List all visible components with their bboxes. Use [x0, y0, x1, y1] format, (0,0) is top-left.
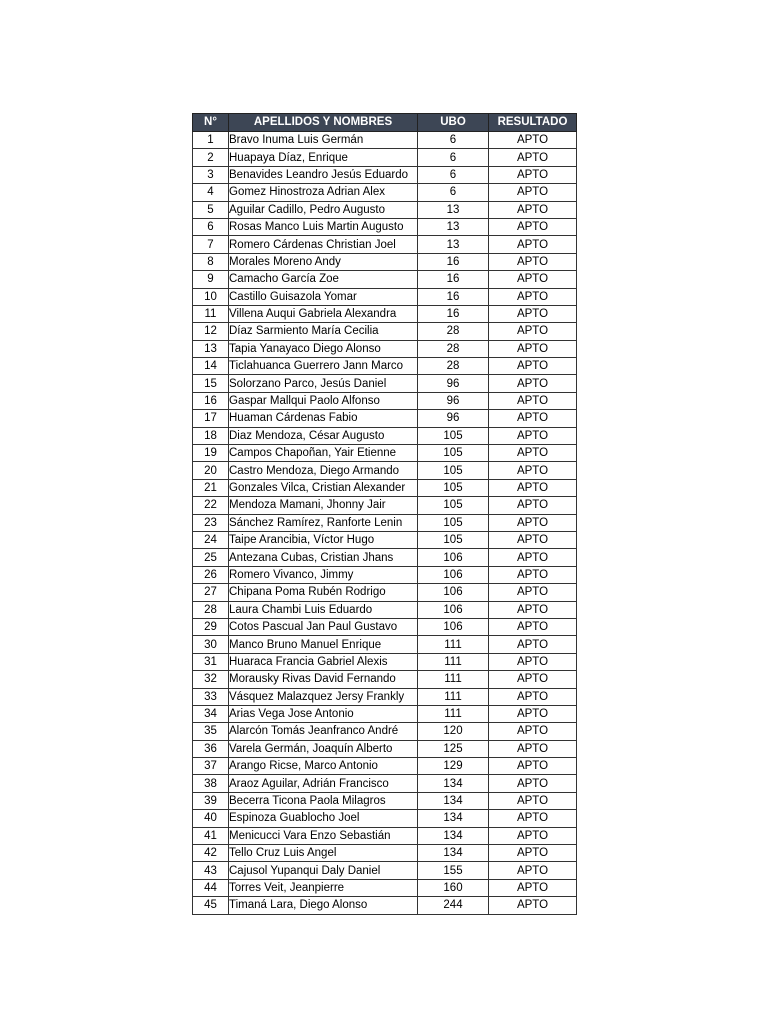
row-result-cell: APTO	[489, 392, 577, 409]
row-result-cell: APTO	[489, 288, 577, 305]
row-number-cell: 43	[193, 862, 229, 879]
row-name-cell: Manco Bruno Manuel Enrique	[229, 636, 418, 653]
row-ubo-cell: 16	[418, 271, 489, 288]
row-ubo-cell: 134	[418, 792, 489, 809]
row-name-cell: Becerra Ticona Paola Milagros	[229, 792, 418, 809]
row-name-cell: Solorzano Parco, Jesús Daniel	[229, 375, 418, 392]
row-ubo-cell: 106	[418, 618, 489, 635]
row-name-cell: Cajusol Yupanqui Daly Daniel	[229, 862, 418, 879]
row-result-cell: APTO	[489, 132, 577, 149]
row-result-cell: APTO	[489, 427, 577, 444]
row-result-cell: APTO	[489, 271, 577, 288]
row-name-cell: Taipe Arancibia, Víctor Hugo	[229, 531, 418, 548]
row-name-cell: Rosas Manco Luis Martin Augusto	[229, 218, 418, 235]
table-row	[193, 218, 577, 235]
row-number-cell: 24	[193, 531, 229, 548]
row-ubo-cell: 111	[418, 705, 489, 722]
row-number-cell: 15	[193, 375, 229, 392]
row-ubo-cell: 28	[418, 358, 489, 375]
row-result-cell: APTO	[489, 775, 577, 792]
row-ubo-cell: 16	[418, 253, 489, 270]
row-ubo-cell: 106	[418, 601, 489, 618]
row-result-cell: APTO	[489, 723, 577, 740]
row-result-cell: APTO	[489, 862, 577, 879]
row-name-cell: Ticlahuanca Guerrero Jann Marco	[229, 358, 418, 375]
row-result-cell: APTO	[489, 462, 577, 479]
table-row	[193, 340, 577, 357]
row-result-cell: APTO	[489, 566, 577, 583]
row-result-cell: APTO	[489, 636, 577, 653]
table-row	[193, 775, 577, 792]
row-result-cell: APTO	[489, 340, 577, 357]
row-number-cell: 33	[193, 688, 229, 705]
row-name-cell: Vásquez Malazquez Jersy Frankly	[229, 688, 418, 705]
row-result-cell: APTO	[489, 792, 577, 809]
row-result-cell: APTO	[489, 845, 577, 862]
table-row	[193, 358, 577, 375]
row-result-cell: APTO	[489, 201, 577, 218]
row-number-cell: 5	[193, 201, 229, 218]
row-ubo-cell: 6	[418, 166, 489, 183]
row-name-cell: Tapia Yanayaco Diego Alonso	[229, 340, 418, 357]
row-ubo-cell: 28	[418, 323, 489, 340]
row-number-cell: 20	[193, 462, 229, 479]
row-number-cell: 25	[193, 549, 229, 566]
table-row	[193, 149, 577, 166]
row-name-cell: Gomez Hinostroza Adrian Alex	[229, 184, 418, 201]
table-row	[193, 531, 577, 548]
column-header-names: APELLIDOS Y NOMBRES	[229, 114, 418, 132]
row-name-cell: Chipana Poma Rubén Rodrigo	[229, 584, 418, 601]
row-result-cell: APTO	[489, 618, 577, 635]
row-result-cell: APTO	[489, 740, 577, 757]
table-row	[193, 479, 577, 496]
table-row	[193, 758, 577, 775]
row-number-cell: 11	[193, 305, 229, 322]
row-ubo-cell: 13	[418, 236, 489, 253]
row-result-cell: APTO	[489, 253, 577, 270]
row-ubo-cell: 6	[418, 132, 489, 149]
row-name-cell: Arango Ricse, Marco Antonio	[229, 758, 418, 775]
table-row	[193, 740, 577, 757]
row-number-cell: 45	[193, 897, 229, 914]
table-row	[193, 705, 577, 722]
row-ubo-cell: 13	[418, 218, 489, 235]
row-name-cell: Castillo Guisazola Yomar	[229, 288, 418, 305]
row-number-cell: 35	[193, 723, 229, 740]
table-row	[193, 549, 577, 566]
row-ubo-cell: 134	[418, 810, 489, 827]
table-row	[193, 375, 577, 392]
table-row	[193, 601, 577, 618]
table-row	[193, 201, 577, 218]
table-row	[193, 688, 577, 705]
row-ubo-cell: 129	[418, 758, 489, 775]
row-ubo-cell: 105	[418, 514, 489, 531]
row-number-cell: 13	[193, 340, 229, 357]
row-result-cell: APTO	[489, 827, 577, 844]
row-number-cell: 8	[193, 253, 229, 270]
table-row	[193, 879, 577, 896]
row-ubo-cell: 105	[418, 427, 489, 444]
row-number-cell: 38	[193, 775, 229, 792]
table-row	[193, 584, 577, 601]
table-row	[193, 288, 577, 305]
row-ubo-cell: 105	[418, 479, 489, 496]
row-name-cell: Antezana Cubas, Cristian Jhans	[229, 549, 418, 566]
row-name-cell: Castro Mendoza, Diego Armando	[229, 462, 418, 479]
row-number-cell: 1	[193, 132, 229, 149]
row-ubo-cell: 105	[418, 531, 489, 548]
row-number-cell: 41	[193, 827, 229, 844]
row-number-cell: 14	[193, 358, 229, 375]
row-result-cell: APTO	[489, 531, 577, 548]
row-name-cell: Laura Chambi Luis Eduardo	[229, 601, 418, 618]
table-row	[193, 671, 577, 688]
row-ubo-cell: 111	[418, 671, 489, 688]
row-ubo-cell: 106	[418, 584, 489, 601]
row-result-cell: APTO	[489, 653, 577, 670]
row-result-cell: APTO	[489, 497, 577, 514]
row-ubo-cell: 111	[418, 636, 489, 653]
row-result-cell: APTO	[489, 445, 577, 462]
table-row	[193, 792, 577, 809]
row-ubo-cell: 16	[418, 288, 489, 305]
row-ubo-cell: 134	[418, 827, 489, 844]
row-result-cell: APTO	[489, 218, 577, 235]
table-row	[193, 723, 577, 740]
table-row	[193, 392, 577, 409]
row-name-cell: Huaman Cárdenas Fabio	[229, 410, 418, 427]
row-number-cell: 2	[193, 149, 229, 166]
row-name-cell: Bravo Inuma Luis Germán	[229, 132, 418, 149]
table-row	[193, 323, 577, 340]
table-row	[193, 862, 577, 879]
row-number-cell: 19	[193, 445, 229, 462]
row-number-cell: 27	[193, 584, 229, 601]
row-number-cell: 42	[193, 845, 229, 862]
row-name-cell: Romero Vivanco, Jimmy	[229, 566, 418, 583]
row-result-cell: APTO	[489, 323, 577, 340]
row-result-cell: APTO	[489, 897, 577, 914]
row-name-cell: Espinoza Guablocho Joel	[229, 810, 418, 827]
row-ubo-cell: 105	[418, 462, 489, 479]
row-result-cell: APTO	[489, 758, 577, 775]
row-ubo-cell: 134	[418, 845, 489, 862]
row-result-cell: APTO	[489, 305, 577, 322]
row-name-cell: Menicucci Vara Enzo Sebastián	[229, 827, 418, 844]
row-number-cell: 12	[193, 323, 229, 340]
row-name-cell: Campos Chapoñan, Yair Etienne	[229, 445, 418, 462]
table-row	[193, 445, 577, 462]
row-number-cell: 16	[193, 392, 229, 409]
row-ubo-cell: 106	[418, 549, 489, 566]
row-result-cell: APTO	[489, 549, 577, 566]
row-result-cell: APTO	[489, 479, 577, 496]
row-name-cell: Arias Vega Jose Antonio	[229, 705, 418, 722]
row-name-cell: Varela Germán, Joaquín Alberto	[229, 740, 418, 757]
table-row	[193, 827, 577, 844]
row-name-cell: Morales Moreno Andy	[229, 253, 418, 270]
row-ubo-cell: 111	[418, 653, 489, 670]
row-number-cell: 30	[193, 636, 229, 653]
row-ubo-cell: 16	[418, 305, 489, 322]
row-result-cell: APTO	[489, 149, 577, 166]
row-name-cell: Huaraca Francia Gabriel Alexis	[229, 653, 418, 670]
table-row	[193, 132, 577, 149]
table-row	[193, 305, 577, 322]
table-row	[193, 636, 577, 653]
table-row	[193, 497, 577, 514]
row-ubo-cell: 96	[418, 410, 489, 427]
row-result-cell: APTO	[489, 671, 577, 688]
row-name-cell: Torres Veit, Jeanpierre	[229, 879, 418, 896]
column-header-ubo: UBO	[418, 114, 489, 132]
row-name-cell: Morausky Rivas David Fernando	[229, 671, 418, 688]
row-ubo-cell: 125	[418, 740, 489, 757]
row-result-cell: APTO	[489, 184, 577, 201]
table-header	[193, 114, 577, 132]
row-result-cell: APTO	[489, 236, 577, 253]
table-row	[193, 462, 577, 479]
row-ubo-cell: 105	[418, 497, 489, 514]
row-ubo-cell: 105	[418, 445, 489, 462]
row-name-cell: Diaz Mendoza, César Augusto	[229, 427, 418, 444]
column-header-number: N°	[193, 114, 229, 132]
row-result-cell: APTO	[489, 810, 577, 827]
row-result-cell: APTO	[489, 358, 577, 375]
row-name-cell: Díaz Sarmiento María Cecilia	[229, 323, 418, 340]
row-ubo-cell: 96	[418, 375, 489, 392]
row-ubo-cell: 155	[418, 862, 489, 879]
table-row	[193, 427, 577, 444]
table-body	[193, 132, 577, 915]
table-row	[193, 514, 577, 531]
row-ubo-cell: 6	[418, 184, 489, 201]
row-number-cell: 40	[193, 810, 229, 827]
row-number-cell: 44	[193, 879, 229, 896]
row-result-cell: APTO	[489, 705, 577, 722]
row-result-cell: APTO	[489, 601, 577, 618]
row-number-cell: 36	[193, 740, 229, 757]
table-row	[193, 253, 577, 270]
row-name-cell: Sánchez Ramírez, Ranforte Lenin	[229, 514, 418, 531]
row-ubo-cell: 96	[418, 392, 489, 409]
row-result-cell: APTO	[489, 584, 577, 601]
row-ubo-cell: 160	[418, 879, 489, 896]
table-row	[193, 845, 577, 862]
row-result-cell: APTO	[489, 688, 577, 705]
row-name-cell: Villena Auqui Gabriela Alexandra	[229, 305, 418, 322]
table-row	[193, 810, 577, 827]
row-number-cell: 17	[193, 410, 229, 427]
row-ubo-cell: 244	[418, 897, 489, 914]
table-row	[193, 166, 577, 183]
row-ubo-cell: 6	[418, 149, 489, 166]
table-row	[193, 897, 577, 914]
row-result-cell: APTO	[489, 166, 577, 183]
row-name-cell: Tello Cruz Luis Angel	[229, 845, 418, 862]
table-row	[193, 236, 577, 253]
row-number-cell: 31	[193, 653, 229, 670]
row-name-cell: Araoz Aguilar, Adrián Francisco	[229, 775, 418, 792]
row-name-cell: Huapaya Díaz, Enrique	[229, 149, 418, 166]
table-row	[193, 184, 577, 201]
row-number-cell: 6	[193, 218, 229, 235]
row-ubo-cell: 120	[418, 723, 489, 740]
row-number-cell: 34	[193, 705, 229, 722]
row-name-cell: Benavides Leandro Jesús Eduardo	[229, 166, 418, 183]
row-number-cell: 21	[193, 479, 229, 496]
row-name-cell: Romero Cárdenas Christian Joel	[229, 236, 418, 253]
results-table	[192, 113, 577, 915]
row-name-cell: Gaspar Mallqui Paolo Alfonso	[229, 392, 418, 409]
row-number-cell: 26	[193, 566, 229, 583]
row-ubo-cell: 28	[418, 340, 489, 357]
row-number-cell: 9	[193, 271, 229, 288]
row-number-cell: 3	[193, 166, 229, 183]
table-row	[193, 271, 577, 288]
row-name-cell: Camacho García Zoe	[229, 271, 418, 288]
row-number-cell: 10	[193, 288, 229, 305]
column-header-result: RESULTADO	[489, 114, 577, 132]
row-number-cell: 37	[193, 758, 229, 775]
row-name-cell: Cotos Pascual Jan Paul Gustavo	[229, 618, 418, 635]
row-number-cell: 29	[193, 618, 229, 635]
row-number-cell: 32	[193, 671, 229, 688]
row-result-cell: APTO	[489, 375, 577, 392]
row-ubo-cell: 13	[418, 201, 489, 218]
row-ubo-cell: 111	[418, 688, 489, 705]
row-number-cell: 7	[193, 236, 229, 253]
row-name-cell: Mendoza Mamani, Jhonny Jair	[229, 497, 418, 514]
row-result-cell: APTO	[489, 879, 577, 896]
row-name-cell: Alarcón Tomás Jeanfranco André	[229, 723, 418, 740]
table-row	[193, 410, 577, 427]
table-row	[193, 566, 577, 583]
row-name-cell: Aguilar Cadillo, Pedro Augusto	[229, 201, 418, 218]
row-number-cell: 39	[193, 792, 229, 809]
header-row	[193, 114, 577, 132]
row-number-cell: 22	[193, 497, 229, 514]
row-result-cell: APTO	[489, 514, 577, 531]
row-name-cell: Timaná Lara, Diego Alonso	[229, 897, 418, 914]
row-ubo-cell: 106	[418, 566, 489, 583]
row-number-cell: 4	[193, 184, 229, 201]
row-result-cell: APTO	[489, 410, 577, 427]
row-ubo-cell: 134	[418, 775, 489, 792]
table-row	[193, 653, 577, 670]
row-name-cell: Gonzales Vilca, Cristian Alexander	[229, 479, 418, 496]
row-number-cell: 23	[193, 514, 229, 531]
table-row	[193, 618, 577, 635]
row-number-cell: 28	[193, 601, 229, 618]
row-number-cell: 18	[193, 427, 229, 444]
